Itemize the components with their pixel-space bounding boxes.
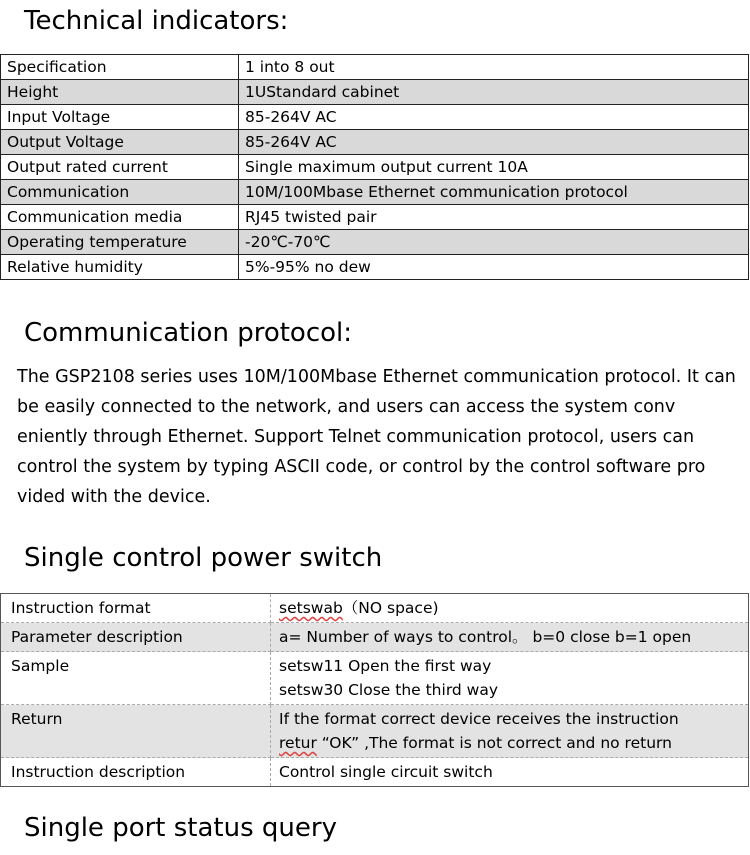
single-control-switch-table	[0, 593, 749, 787]
spec-value: 85-264V AC	[239, 105, 749, 130]
table-row	[1, 180, 749, 205]
return-line	[279, 731, 748, 755]
command-text: setswab	[279, 599, 343, 617]
return-value	[271, 705, 749, 758]
spec-value: -20℃-70℃	[239, 230, 749, 255]
table-row	[1, 55, 749, 80]
spec-label: Output Voltage	[1, 130, 239, 155]
spec-value: 85-264V AC	[239, 130, 749, 155]
command-note: （NO space)	[342, 599, 439, 617]
table-row	[1, 130, 749, 155]
technical-indicators-table	[0, 54, 749, 280]
single-control-switch-heading: Single control power switch	[24, 543, 383, 573]
table-row	[1, 230, 749, 255]
instruction-description-value: Control single circuit switch	[271, 758, 749, 787]
sample-value	[271, 652, 749, 705]
spec-label: Specification	[1, 55, 239, 80]
return-word: retur	[279, 734, 317, 752]
spec-value: 1UStandard cabinet	[239, 80, 749, 105]
technical-indicators-heading: Technical indicators:	[24, 6, 289, 36]
instruction-format-value	[271, 594, 749, 623]
parameter-description-value: a= Number of ways to control。 b=0 close b=1 open	[271, 623, 749, 652]
spec-label: Height	[1, 80, 239, 105]
spec-label: Input Voltage	[1, 105, 239, 130]
table-row	[1, 594, 749, 623]
sample-line: setsw11 Open the first way	[279, 657, 492, 675]
table-row	[1, 205, 749, 230]
spec-label: Communication media	[1, 205, 239, 230]
spec-label: Relative humidity	[1, 255, 239, 280]
return-line: If the format correct device receives the instruction	[279, 710, 679, 728]
spec-value: 10M/100Mbase Ethernet communication protocol	[239, 180, 749, 205]
spec-label: Output rated current	[1, 155, 239, 180]
table-row	[1, 80, 749, 105]
spec-value: 5%-95% no dew	[239, 255, 749, 280]
instruction-format-label: Instruction format	[1, 594, 271, 623]
table-row	[1, 705, 749, 758]
return-rest: “OK” ,The format is not correct and no return	[316, 734, 672, 752]
table-row	[1, 105, 749, 130]
spec-value: Single maximum output current 10A	[239, 155, 749, 180]
return-label: Return	[1, 705, 271, 758]
sample-label: Sample	[1, 652, 271, 705]
table-row	[1, 623, 749, 652]
spec-value: RJ45 twisted pair	[239, 205, 749, 230]
spec-label: Operating temperature	[1, 230, 239, 255]
table-row	[1, 155, 749, 180]
communication-protocol-heading: Communication protocol:	[24, 318, 353, 348]
spec-label: Communication	[1, 180, 239, 205]
table-row	[1, 652, 749, 705]
instruction-description-label: Instruction description	[1, 758, 271, 787]
parameter-description-label: Parameter description	[1, 623, 271, 652]
communication-protocol-paragraph: The GSP2108 series uses 10M/100Mbase Ethernet communication protocol. It can be easily connected to the network, and users can access the system conv eniently through Ethernet. Support Telnet communication protocol, users can control the system by typing ASCII code, or control by the control software pro vided with the device.	[17, 367, 736, 507]
sample-line: setsw30 Close the third way	[279, 681, 499, 699]
single-port-status-heading: Single port status query	[24, 813, 337, 843]
table-row	[1, 758, 749, 787]
spec-value: 1 into 8 out	[239, 55, 749, 80]
table-row	[1, 255, 749, 280]
